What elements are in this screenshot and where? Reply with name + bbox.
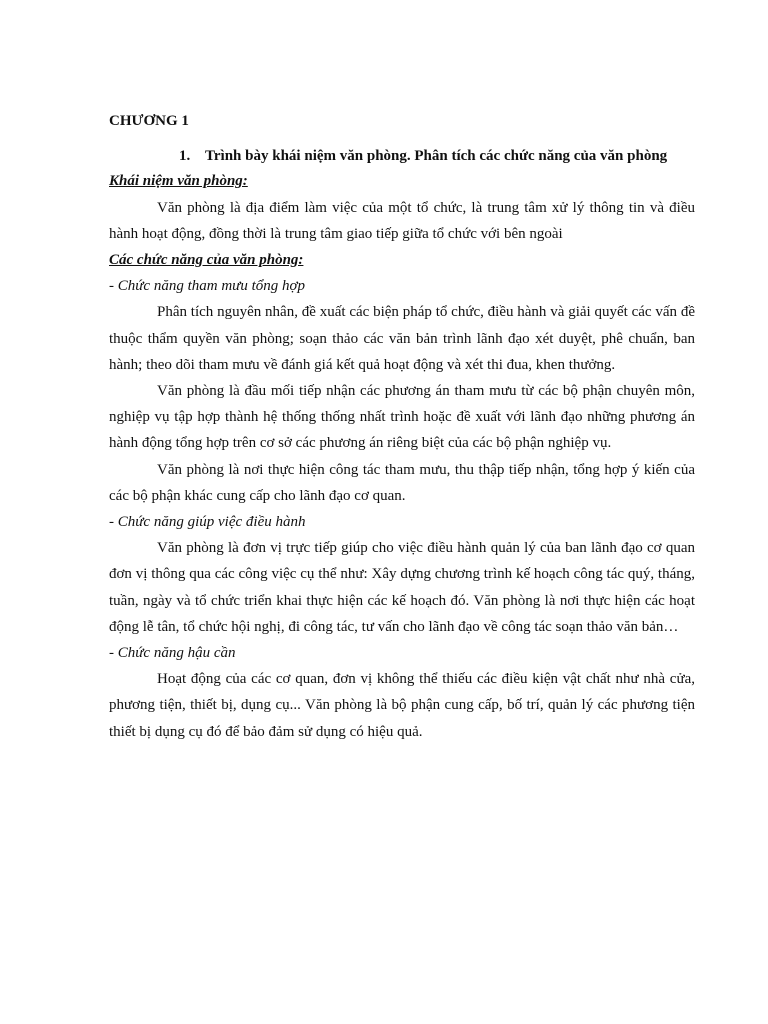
question-heading — [179, 143, 695, 169]
document-body — [109, 108, 695, 745]
logistics-paragraph: Hoạt động của các cơ quan, đơn vị không thể thiếu các điều kiện vật chất như nhà cửa, phương tiện, thiết bị, dụng cụ... Văn phòng là bộ phận cung cấp, bố trí, quản lý các phương tiện thiết bị dụng cụ đó để bảo đảm sử dụng có hiệu quả. — [109, 671, 695, 740]
advisory-paragraph-1: Phân tích nguyên nhân, đề xuất các biện pháp tổ chức, điều hành và giải quyết các vấn đề thuộc thẩm quyền văn phòng; soạn thảo các văn bản trình lãnh đạo xét duyệt, phê chuẩn, ban hành; theo dõi tham mưu về đánh giá kết quả hoạt động và xét thi đua, khen thưởng. — [109, 304, 695, 373]
advisory-paragraph-3: Văn phòng là nơi thực hiện công tác tham mưu, thu thập tiếp nhận, tổng hợp ý kiến của các bộ phận khác cung cấp cho lãnh đạo cơ quan. — [109, 461, 695, 504]
executive-support-paragraph: Văn phòng là đơn vị trực tiếp giúp cho việc điều hành quản lý của ban lãnh đạo cơ quan đơn vị thông qua các công việc cụ thể như: Xây dựng chương trình kế hoạch công tác quý, tháng, tuần, ngày và tổ chức triển khai thực hiện các kế hoạch đó. Văn phòng là nơi thực hiện các hoạt động lễ tân, tổ chức hội nghị, đi công tác, tư vấn cho lãnh đạo về công tác soạn thảo văn bản… — [109, 540, 695, 635]
concept-paragraph: Văn phòng là địa điểm làm việc của một tổ chức, là trung tâm xử lý thông tin và điều hành hoạt động, đồng thời là trung tâm giao tiếp giữa tổ chức với bên ngoài — [109, 199, 695, 242]
functions-heading: Các chức năng của văn phòng: — [109, 252, 304, 269]
advisory-function-title: - Chức năng tham mưu tổng hợp — [109, 278, 306, 295]
advisory-paragraph-2: Văn phòng là đầu mối tiếp nhận các phương án tham mưu từ các bộ phận chuyên môn, nghiệp vụ tập hợp thành hệ thống thống nhất trình hoặc đề xuất với lãnh đạo những phương án hành động tổng hợp trên cơ sở các phương án riêng biệt của các bộ phận nghiệp vụ. — [109, 383, 695, 452]
question-text: Trình bày khái niệm văn phòng. Phân tích các chức năng của văn phòng — [205, 148, 668, 165]
chapter-title: CHƯƠNG 1 — [109, 113, 189, 129]
executive-support-function-title: - Chức năng giúp việc điều hành — [109, 514, 306, 531]
question-number: 1. — [179, 148, 191, 165]
logistics-function-title: - Chức năng hậu cần — [109, 645, 236, 662]
concept-heading: Khái niệm văn phòng: — [109, 173, 248, 190]
